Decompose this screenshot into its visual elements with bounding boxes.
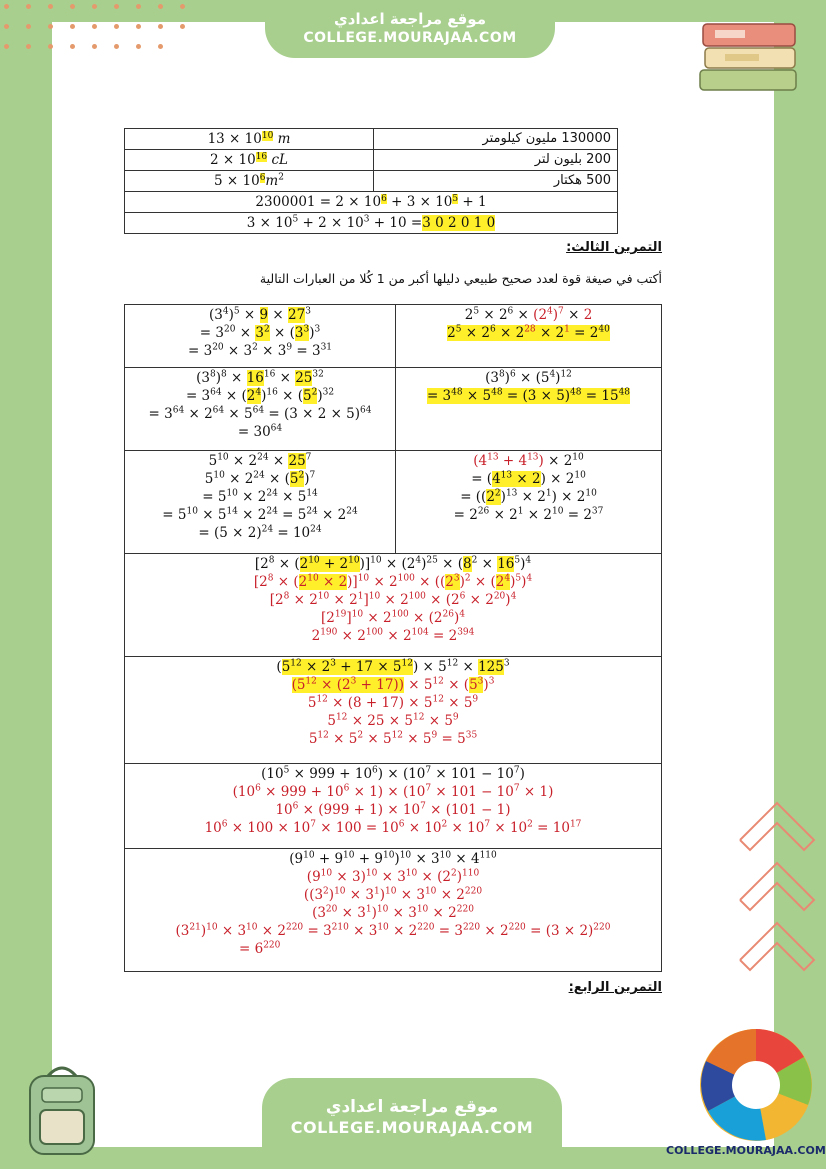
math-cell: $[2^8 \times (2^{10} + 2^{10})]^{10} \times (2^4)^{25} \times (8^2 \times 16^5)^4$ $[2^8 \times (2^{10} \times 2)]^{10} \times 2^{100} \times ((2^3)^2 \times (2^4)^5)^4$ $[2^8 \times 2^{10} \times 2^1]^{10} \times 2^{100} \times (2^6 \times 2^{20})^4$ $[2^{19}]^{10} \times 2^{100} \times (2^{26})^4$ $2^{190} \times 2^{100} \times 2^{104} = 2^{394}$ <box>125 554 662 657</box>
arabic-cell: 500 هكتار <box>374 171 618 192</box>
footer-banner <box>262 1078 562 1150</box>
table-row <box>125 657 662 764</box>
math-cell: $(10^5 \times 999 + 10^6) \times (10^7 \times 101 - 10^7)$ $(10^6 \times 999 + 10^6 \times 1) \times (10^7 \times 101 - 10^7 \times 1)$ $10^6 \times (999 + 1) \times 10^7 \times (101 - 1)$ $10^6 \times 100 \times 10^7 \times 100 = 10^6 \times 10^2 \times 10^7 \times 10^2 = 10^{17}$ <box>125 764 662 849</box>
chevron-up-icon <box>736 795 818 995</box>
header-site-name: موقع مراجعة اعدادي <box>334 10 486 28</box>
table-row <box>125 192 618 213</box>
math-cell: $(4^{13} + 4^{13}) \times 2^{10}$ = $(4^{13} \times 2) \times 2^{10}$ = $((2^2)^{13} \times 2^1) \times 2^{10}$ = $2^{26} \times 2^1 \times 2^{10} = 2^{37}$ <box>396 451 662 554</box>
header-site-url[interactable]: COLLEGE.MOURAJAA.COM <box>303 30 517 46</box>
math-cell: $(3^8)^6 \times (5^4)^{12}$ = $3^{48} \times 5^{48} = (3 \times 5)^{48} = 15^{48}$ <box>396 368 662 451</box>
table-row <box>125 150 618 171</box>
table-row <box>125 451 662 554</box>
exercise-4-heading: التمرين الرابع: <box>568 980 662 995</box>
powers-table <box>124 128 618 234</box>
header-banner <box>265 0 555 58</box>
subjects-wheel-icon <box>696 1025 816 1145</box>
exercise-3-instruction: أكتب في صيغة قوة لعدد صحيح طبيعي دليلها أكبر من 1 كُلا من العبارات التالية <box>259 271 662 286</box>
arabic-cell: 130000 مليون كيلومتر <box>374 129 618 150</box>
math-cell: $(3^4)^5 \times 9 \times 27^3$ = $3^{20} \times 3^2 \times (3^3)^3$ = $3^{20} \times 3^2 \times 3^9 = 3^{31}$ <box>125 305 396 368</box>
math-cell: $3 \times 10^5 + 2 \times 10^3 + 10 =3$ 0 2 0 1 0 <box>125 213 618 234</box>
footer-site-url[interactable]: COLLEGE.MOURAJAA.COM <box>290 1118 534 1137</box>
table-row <box>125 554 662 657</box>
page-frame-left <box>0 0 52 1169</box>
math-cell: $(9^{10} + 9^{10} + 9^{10})^{10} \times 3^{10} \times 4^{110}$ $(9^{10} \times 3)^{10} \times 3^{10} \times (2^2)^{110}$ $((3^2)^{10} \times 3^1)^{10} \times 3^{10} \times 2^{220}$ $(3^{20} \times 3^1)^{10} \times 3^{10} \times 2^{220}$ $(3^{21})^{10} \times 3^{10} \times 2^{220} = 3^{210} \times 3^{10} \times 2^{220} = 3^{220} \times 2^{220} = (3 \times 2)^{220}$ = $6^{220}$ <box>125 849 662 972</box>
math-cell: $(5^{12} \times 2^3 + 17 \times 5^{12}) \times 5^{12} \times 125^3$ $(5^{12} \times (2^3 + 17)) \times 5^{12} \times (5^3)^3$ $5^{12} \times (8 + 17) \times 5^{12} \times 5^9$ $5^{12} \times 25 \times 5^{12} \times 5^9$ $5^{12} \times 5^2 \times 5^{12} \times 5^9 = 5^{35}$ <box>125 657 662 764</box>
math-cell: $2^5 \times 2^6 \times (2^4)^7 \times 2$ $2^5 \times 2^6 \times 2^{28} \times 2^1 = 2^{40}$ <box>396 305 662 368</box>
arabic-cell: 200 بليون لتر <box>374 150 618 171</box>
table-row <box>125 764 662 849</box>
math-cell: $5^{10} \times 2^{24} \times 25^7$ $5^{10} \times 2^{24} \times (5^2)^7$ = $5^{10} \times 2^{24} \times 5^{14}$ = $5^{10} \times 5^{14} \times 2^{24} = 5^{24} \times 2^{24}$ = $(5 \times 2)^{24} = 10^{24}$ <box>125 451 396 554</box>
table-row <box>125 849 662 972</box>
math-cell: $2300001 = 2 \times 10^6 + 3 \times 10^5 + 1$ <box>125 192 618 213</box>
footer-logo-url[interactable]: COLLEGE.MOURAJAA.COM <box>666 1144 826 1157</box>
school-bag-icon <box>12 1058 112 1158</box>
table-row <box>125 305 662 368</box>
decorative-dots <box>4 4 204 54</box>
table-row <box>125 368 662 451</box>
table-row <box>125 213 618 234</box>
math-cell: $2 \times 10^{16}$ cL <box>125 150 374 171</box>
footer-site-name: موقع مراجعة اعدادي <box>325 1097 499 1117</box>
table-row <box>125 171 618 192</box>
books-icon <box>695 18 805 98</box>
exercise-table <box>124 304 662 972</box>
math-cell: $13 \times 10^{10}$ m <box>125 129 374 150</box>
table-row <box>125 129 618 150</box>
exercise-3-heading: التمرين الثالث: <box>566 240 662 255</box>
math-cell: $(3^8)^8 \times 16^{16} \times 25^{32}$ = $3^{64} \times (2^4)^{16} \times (5^2)^{32}$ = $3^{64} \times 2^{64} \times 5^{64} = (3 \times 2 \times 5)^{64}$ = $30^{64}$ <box>125 368 396 451</box>
math-cell: $5 \times 10^6m^2$ <box>125 171 374 192</box>
